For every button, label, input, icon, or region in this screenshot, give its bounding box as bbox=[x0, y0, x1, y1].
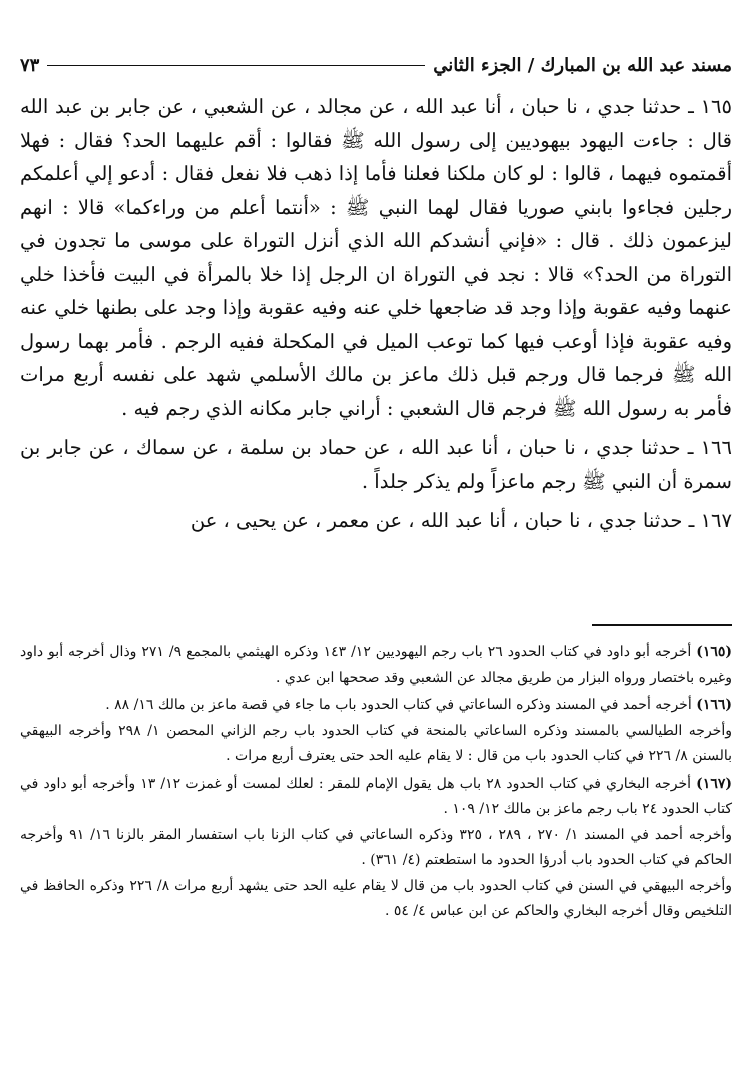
footnote-number: (١٦٧) bbox=[696, 775, 732, 792]
footnote-number: (١٦٥) bbox=[696, 644, 733, 660]
hadith-166: ١٦٦ ـ حدثنا جدي ، نا حبان ، أنا عبد الله ، عن حماد بن سلمة ، عن سماك ، عن جابر بن سمرة أن النبي ﷺ رجم ماعزاً ولم يذكر جلداً . bbox=[20, 436, 732, 493]
footnote-text: أخرجه أبو داود في كتاب الحدود ٢٦ باب رجم اليهوديين ١٢/ ١٤٣ وذكره الهيثمي بالمجمع ٩/ ٢٧١ وذال أخرجه أبو داود وغيره باختصار ورواه البزار من طريق مجالد عن الشعبي وقد صححها ابن عدي . bbox=[20, 644, 732, 686]
main-text bbox=[20, 90, 732, 538]
footnotes bbox=[20, 640, 732, 927]
hadith-167: ١٦٧ ـ حدثنا جدي ، نا حبان ، أنا عبد الله ، عن معمر ، عن يحيى ، عن bbox=[190, 509, 732, 532]
footnote-text: وأخرجه أحمد في المسند ١/ ٢٧٠ ، ٢٨٩ ، ٣٢٥ وذكره الساعاتي في كتاب الزنا باب استفسار المقر بالزنا ١٦/ ٩١ وأخرجه الحاكم في كتاب الحدود باب أدرؤا الحدود ما استطعتم (٤/ ٣٦١) . bbox=[20, 826, 733, 868]
footnote-165 bbox=[20, 640, 732, 691]
running-header bbox=[20, 50, 732, 80]
header-title: مسند عبد الله بن المبارك / الجزء الثاني bbox=[433, 54, 732, 76]
footnote-167 bbox=[20, 772, 732, 925]
footnote-text: أخرجه البخاري في كتاب الحدود ٢٨ باب هل يقول الإمام للمقر : لعلك لمست أو غمزت ١٢/ ١٣ وأخرجه أبو داود في كتاب الحدود ٢٤ باب رجم ماعز بن مالك ١٢/ ١٠٩ . bbox=[20, 775, 732, 817]
book-page bbox=[20, 0, 732, 1083]
footnote-text: وأخرجه الطيالسي بالمسند وذكره الساعاتي بالمنحة في كتاب الحدود باب رجم الزاني المحصن ١/ ٢٩٨ وأخرجه البيهقي بالسنن ٨/ ٢٢٦ في كتاب الحدود باب من قال : لا يقام عليه الحد حتى يعترف أربع مرات . bbox=[20, 722, 732, 764]
footnote-text: أخرجه أحمد في المسند وذكره الساعاتي في كتاب الحدود باب ما جاء في قصة ماعز بن مالك ١٦/ ٨٨ . bbox=[105, 697, 692, 713]
footnote-166 bbox=[20, 693, 732, 770]
hadith-165: ١٦٥ ـ حدثنا جدي ، نا حبان ، أنا عبد الله ، عن مجالد ، عن الشعبي ، عن جابر بن عبد الله قال : جاءت اليهود بيهوديين إلى رسول الله ﷺ فقالوا : أقم عليهما الحد؟ فقال : فهلا أقمتموه فيهما ، قالوا : لو كان ملكنا فعلنا فأما إذا ذهب فلا نفعل فقال : أدعو إلي أعلمكم رجلين فجاءوا بابني صوريا فقال لهما النبي ﷺ : «أنتما أعلم من وراءكما» قالا : انهم ليزعمون ذلك . قال : «فإني أنشدكم الله الذي أنزل التوراة على موسى ما تجدون في التوراة من الحد؟» قالا : نجد في التوراة ان الرجل إذا خلا بالمرأة في البيت فأخذا خلي عنهما وفيه عقوبة وإذا وجد قد ضاجعها خلي عنه وفيه عقوبة وإذا وجد على بطنها خلي عنه وفيه عقوبة فإذا أوعب فيها كما توعب الميل في المكحلة ففيه الرجم . فأمر بهما رسول الله ﷺ فرجما قال ورجم قبل ذلك ماعز بن مالك الأسلمي شهد على نفسه أربع مرات فأمر به رسول الله ﷺ فرجم قال الشعبي : أراني جابر مكانه الذي رجم فيه . bbox=[20, 95, 732, 420]
footnote-text: وأخرجه البيهقي في السنن في كتاب الحدود باب من قال لا يقام عليه الحد حتى يشهد أربع مرات ٨/ ٢٢٦ وذكره الحافظ في التلخيص وقال أخرجه البخاري والحاكم عن ابن عباس ٤/ ٥٤ . bbox=[20, 877, 733, 919]
page-number: ٧٣ bbox=[20, 54, 40, 76]
header-rule bbox=[47, 65, 425, 66]
footnote-number: (١٦٦) bbox=[696, 697, 732, 713]
footnote-separator bbox=[592, 624, 732, 626]
